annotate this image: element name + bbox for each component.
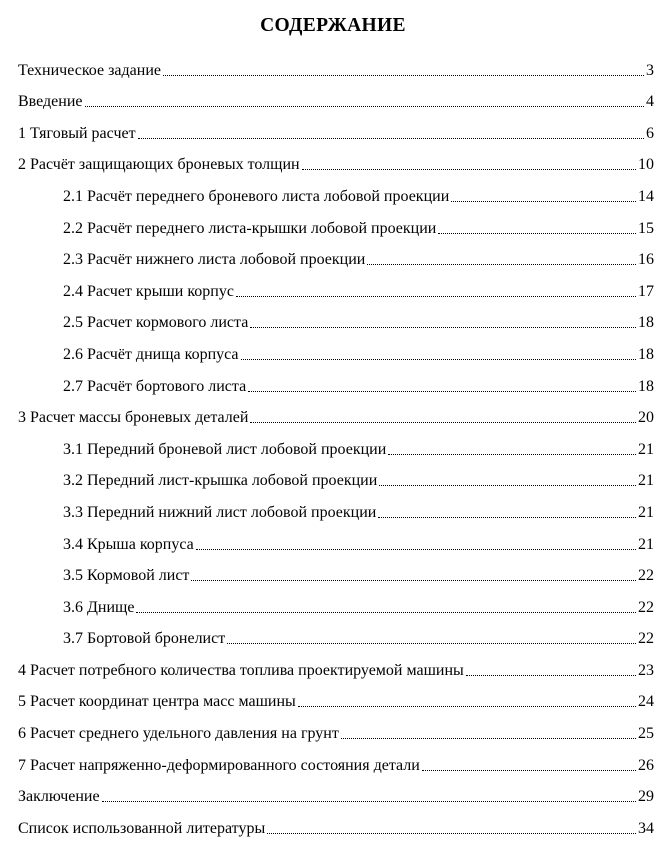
toc-dot-leader (422, 757, 636, 775)
toc-page-number: 21 (638, 503, 654, 521)
toc-dot-leader (298, 693, 636, 711)
toc-dot-leader (250, 409, 636, 427)
toc-entry-label: 6 Расчет среднего удельного давления на грунт (18, 725, 339, 743)
toc-dot-leader (227, 630, 636, 648)
toc-entry[interactable] (18, 775, 654, 807)
toc-page-number: 14 (638, 187, 654, 205)
toc-subentry[interactable] (18, 206, 654, 238)
toc-entry-label: 3 Расчет массы броневых деталей (18, 409, 249, 427)
toc-subentry[interactable] (18, 269, 654, 301)
toc-entry-label: Введение (18, 93, 83, 111)
toc-page-number: 15 (638, 219, 654, 237)
toc-entry-label: 2.7 Расчёт бортового листа (63, 377, 247, 395)
toc-page-number: 18 (638, 377, 654, 395)
toc-dot-leader (136, 599, 636, 617)
toc-entry-label: 2.5 Расчет кормового листа (63, 314, 249, 332)
toc-page-number: 16 (638, 251, 654, 269)
toc-subentry[interactable] (18, 238, 654, 270)
toc-page-number: 6 (646, 124, 654, 142)
toc-dot-leader (267, 820, 636, 838)
toc-dot-leader (85, 93, 645, 111)
toc-entry[interactable] (18, 743, 654, 775)
toc-entry-label: 5 Расчет координат центра масс машины (18, 693, 296, 711)
toc-subentry[interactable] (18, 490, 654, 522)
toc-dot-leader (438, 220, 636, 238)
toc-entry[interactable] (18, 48, 654, 80)
toc-dot-leader (241, 346, 636, 364)
table-of-contents (18, 48, 654, 838)
toc-entry-label: 2.6 Расчёт днища корпуса (63, 345, 239, 363)
toc-entry-label: 2 Расчёт защищающих броневых толщин (18, 156, 300, 174)
toc-entry[interactable] (18, 143, 654, 175)
toc-entry-label: 3.1 Передний броневой лист лобовой проекции (63, 440, 387, 458)
toc-entry[interactable] (18, 80, 654, 112)
toc-dot-leader (341, 725, 636, 743)
toc-dot-leader (388, 441, 636, 459)
toc-subentry[interactable] (18, 554, 654, 586)
toc-subentry[interactable] (18, 332, 654, 364)
toc-dot-leader (102, 788, 636, 806)
toc-dot-leader (451, 188, 636, 206)
toc-page-number: 29 (638, 788, 654, 806)
toc-page-number: 23 (638, 661, 654, 679)
toc-page-number: 22 (638, 567, 654, 585)
toc-subentry[interactable] (18, 174, 654, 206)
toc-entry[interactable] (18, 711, 654, 743)
toc-entry-label: Список использованной литературы (18, 819, 266, 837)
toc-dot-leader (367, 251, 636, 269)
toc-dot-leader (191, 567, 636, 585)
toc-dot-leader (163, 62, 644, 80)
toc-subentry[interactable] (18, 585, 654, 617)
toc-page-number: 21 (638, 440, 654, 458)
toc-entry-label: 3.4 Крыша корпуса (63, 535, 194, 553)
page-title: СОДЕРЖАНИЕ (260, 15, 406, 36)
toc-dot-leader (379, 472, 636, 490)
toc-entry-label: 3.7 Бортовой бронелист (63, 630, 226, 648)
toc-subentry[interactable] (18, 459, 654, 491)
toc-entry-label: 7 Расчет напряженно-деформированного состояния детали (18, 756, 420, 774)
toc-page-number: 25 (638, 725, 654, 743)
toc-entry-label: 4 Расчет потребного количества топлива проектируемой машины (18, 661, 464, 679)
toc-page-number: 3 (646, 61, 654, 79)
toc-entry-label: 2.3 Расчёт нижнего листа лобовой проекции (63, 251, 366, 269)
toc-subentry[interactable] (18, 364, 654, 396)
toc-subentry[interactable] (18, 522, 654, 554)
toc-subentry[interactable] (18, 617, 654, 649)
toc-page-number: 21 (638, 535, 654, 553)
toc-entry-label: 3.3 Передний нижний лист лобовой проекции (63, 503, 377, 521)
toc-subentry[interactable] (18, 427, 654, 459)
toc-entry-label: 2.2 Расчёт переднего листа-крышки лобовой проекции (63, 219, 437, 237)
toc-dot-leader (466, 662, 636, 680)
toc-page-number: 22 (638, 598, 654, 616)
toc-page-number: 21 (638, 472, 654, 490)
toc-page-number: 18 (638, 345, 654, 363)
toc-dot-leader (196, 536, 636, 554)
toc-page-number: 24 (638, 693, 654, 711)
toc-dot-leader (236, 283, 636, 301)
toc-entry-label: 1 Тяговый расчет (18, 124, 136, 142)
toc-entry-label: 3.2 Передний лист-крышка лобовой проекции (63, 472, 378, 490)
toc-entry[interactable] (18, 648, 654, 680)
toc-dot-leader (378, 504, 636, 522)
toc-dot-leader (250, 314, 636, 332)
toc-entry-label: 3.6 Днище (63, 598, 135, 616)
toc-page-number: 4 (646, 93, 654, 111)
toc-entry-label: Заключение (18, 788, 100, 806)
toc-entry[interactable] (18, 680, 654, 712)
toc-entry-label: 2.1 Расчёт переднего броневого листа лобовой проекции (63, 187, 450, 205)
toc-entry[interactable] (18, 111, 654, 143)
toc-page-number: 34 (638, 819, 654, 837)
toc-entry-label: 3.5 Кормовой лист (63, 567, 190, 585)
toc-dot-leader (248, 378, 636, 396)
toc-dot-leader (138, 125, 644, 143)
toc-page-number: 10 (638, 156, 654, 174)
toc-entry-label: 2.4 Расчет крыши корпус (63, 282, 234, 300)
toc-entry[interactable] (18, 806, 654, 838)
toc-page-number: 26 (638, 756, 654, 774)
toc-page-number: 18 (638, 314, 654, 332)
toc-page-number: 22 (638, 630, 654, 648)
toc-entry[interactable] (18, 396, 654, 428)
toc-dot-leader (302, 156, 636, 174)
toc-subentry[interactable] (18, 301, 654, 333)
toc-page-number: 17 (638, 282, 654, 300)
toc-entry-label: Техническое задание (18, 61, 161, 79)
toc-page-number: 20 (638, 409, 654, 427)
